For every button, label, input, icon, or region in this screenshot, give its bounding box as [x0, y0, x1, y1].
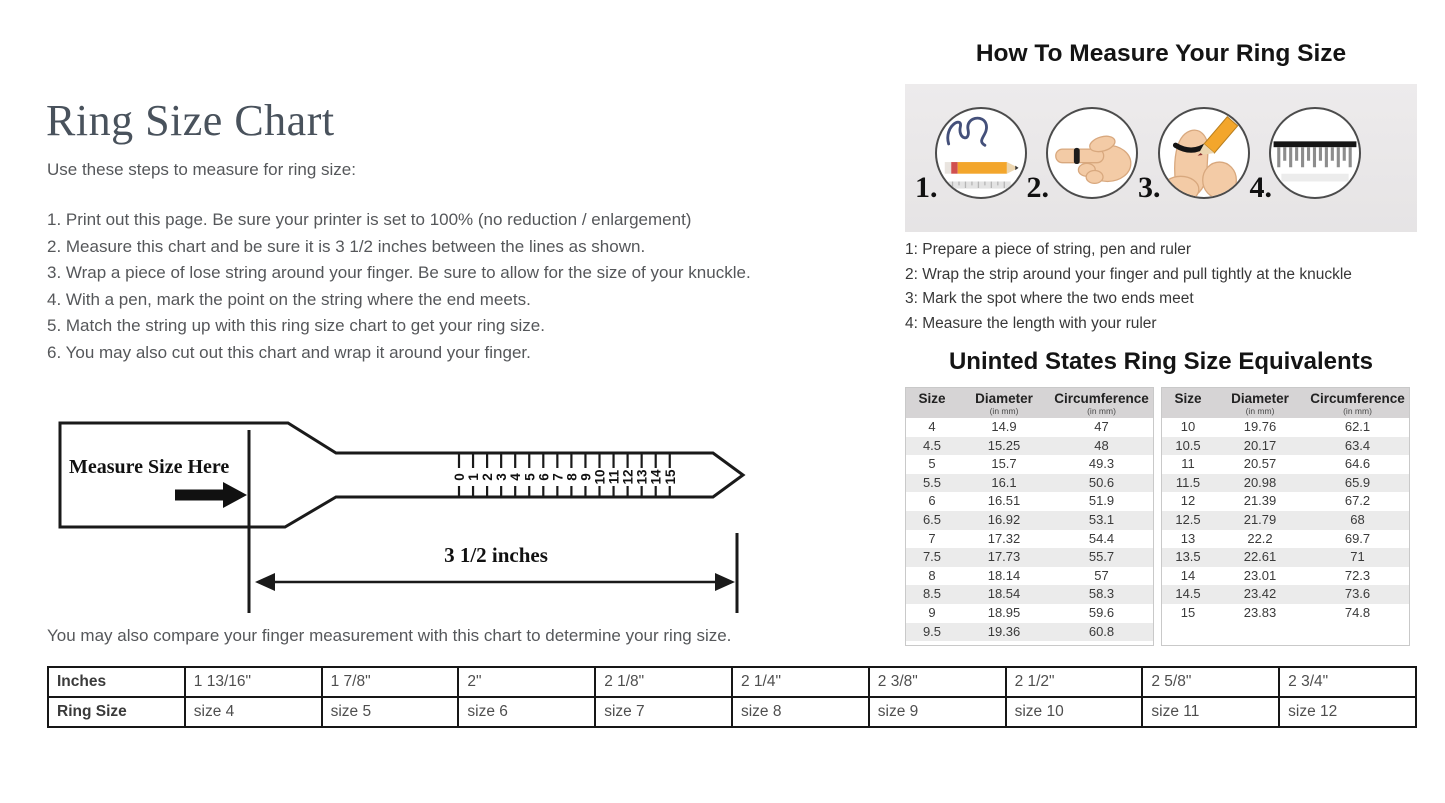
table-row: 14.5 23.42 73.6: [1162, 585, 1409, 604]
how-to-steps-list: [905, 242, 1352, 340]
ring-size-value: size 9: [869, 697, 1006, 727]
svg-text:0: 0: [452, 473, 467, 481]
col-header-size: Size: [1162, 388, 1214, 418]
intro-text: Use these steps to measure for ring size:: [47, 160, 356, 179]
ring-sizer-graphic: [55, 415, 755, 620]
measure-ruler-icon: [1271, 109, 1359, 197]
measuring-steps-list: [47, 211, 751, 370]
table-row: 6.5 16.92 53.1: [906, 511, 1153, 530]
ring-size-value: size 7: [595, 697, 732, 727]
how-to-step-2: [1027, 107, 1139, 209]
step-item: 4. With a pen, mark the point on the string where the end meets.: [47, 289, 531, 309]
equivalents-table-right: [1161, 387, 1410, 646]
step-number: 3.: [1138, 171, 1161, 204]
step-number: 4.: [1249, 171, 1272, 204]
table-row: 12.5 21.79 68: [1162, 511, 1409, 530]
step-number: 1.: [915, 171, 938, 204]
step-item: 2. Measure this chart and be sure it is 3 1/2 inches between the lines as shown.: [47, 236, 646, 256]
table-row: 12 21.39 67.2: [1180, 493, 1371, 509]
ring-size-value: size 5: [322, 697, 459, 727]
step-item: 1. Print out this page. Be sure your printer is set to 100% (no reduction / enlargement): [47, 210, 692, 229]
ring-size-value: size 11: [1142, 697, 1279, 727]
svg-text:15: 15: [662, 469, 678, 485]
how-to-step-item: 3: Mark the spot where the two ends meet: [905, 290, 1194, 307]
table-row: 10 19.76 62.1: [1180, 419, 1371, 434]
table-row: 13.5 22.61 71: [1162, 548, 1409, 567]
inches-value: 2 3/8": [869, 667, 1006, 697]
table-row: 11 20.57 64.6: [1181, 456, 1371, 472]
table-row: 14 23.01 72.3: [1180, 567, 1371, 583]
page-title: Ring Size Chart: [46, 96, 335, 145]
equivalents-table-left: [905, 387, 1154, 646]
inches-to-ring-size-table: [47, 666, 1417, 728]
col-header-circumference: Circumference (in mm): [1050, 388, 1153, 418]
mark-string-pencil-icon: [1160, 109, 1248, 197]
string-pen-ruler-icon: [937, 109, 1025, 197]
step-item: 3. Wrap a piece of lose string around your finger. Be sure to allow for the size of your knuckle.: [47, 263, 751, 282]
table-row: 9.5 19.36 60.8: [906, 623, 1153, 642]
ring-size-value: size 6: [458, 697, 595, 727]
how-to-icons-panel: [905, 84, 1417, 232]
svg-text:8: 8: [564, 473, 580, 481]
svg-text:5: 5: [522, 473, 538, 481]
row-label-ring-size: Ring Size: [48, 697, 185, 727]
table-row: 5 15.7 49.3: [928, 456, 1115, 472]
inches-value: 2 1/4": [732, 667, 869, 697]
svg-text:13: 13: [634, 469, 650, 485]
table-row: 6 16.51 51.9: [928, 493, 1115, 509]
inches-value: 1 13/16": [185, 667, 322, 697]
how-to-step-4: [1250, 107, 1362, 209]
step-number: 2.: [1026, 171, 1049, 204]
table-row: 13 22.2 69.7: [1180, 530, 1371, 546]
svg-text:9: 9: [578, 473, 594, 481]
table-row: 4.5 15.25 48: [906, 437, 1153, 456]
table-row: 4 14.9 47: [928, 419, 1109, 434]
col-header-diameter: Diameter (in mm): [958, 388, 1050, 418]
svg-text:3: 3: [494, 473, 510, 481]
table-row: 8 18.14 57: [928, 567, 1109, 583]
svg-text:4: 4: [508, 473, 524, 481]
svg-text:1: 1: [466, 473, 482, 481]
dimension-arrow: [255, 573, 735, 591]
inches-value: 2 1/2": [1006, 667, 1143, 697]
svg-text:10: 10: [592, 469, 608, 485]
inches-row: [48, 667, 1416, 697]
table-row: 8.5 18.54 58.3: [906, 585, 1153, 604]
table-row: 10.5 20.17 63.4: [1162, 437, 1409, 456]
svg-text:2: 2: [480, 473, 496, 481]
svg-text:6: 6: [536, 473, 552, 481]
table-row: 5.5 16.1 50.6: [906, 474, 1153, 493]
table-row: 7.5 17.73 55.7: [906, 548, 1153, 567]
col-header-size: Size: [906, 388, 958, 418]
table-row: 11.5 20.98 65.9: [1162, 474, 1409, 493]
wrap-string-finger-icon: [1048, 109, 1136, 197]
how-to-title: How To Measure Your Ring Size: [975, 40, 1347, 67]
ring-size-value: size 10: [1006, 697, 1143, 727]
svg-text:14: 14: [648, 469, 664, 485]
compare-note: You may also compare your finger measurement with this chart to determine your ring size.: [47, 626, 732, 645]
svg-text:11: 11: [606, 469, 622, 485]
table-row: 7 17.32 54.4: [928, 530, 1115, 546]
inches-value: 2": [458, 667, 595, 697]
table-header-row: [906, 388, 1153, 418]
ring-size-value: size 4: [185, 697, 322, 727]
svg-text:12: 12: [620, 469, 636, 485]
step-item: 6. You may also cut out this chart and wrap it around your finger.: [47, 342, 531, 362]
col-header-diameter: Diameter (in mm): [1214, 388, 1306, 418]
step-item: 5. Match the string up with this ring size chart to get your ring size.: [47, 316, 545, 335]
table-header-row: [1162, 388, 1409, 418]
col-header-circumference: Circumference (in mm): [1306, 388, 1409, 418]
inches-value: 2 1/8": [595, 667, 732, 697]
how-to-step-item: 1: Prepare a piece of string, pen and ruler: [905, 241, 1192, 258]
width-dimension-label: 3 1/2 inches: [444, 543, 548, 567]
inches-value: 2 5/8": [1142, 667, 1279, 697]
ring-size-value: size 8: [732, 697, 869, 727]
how-to-step-item: 2: Wrap the strip around your finger and pull tightly at the knuckle: [905, 265, 1352, 283]
inches-value: 1 7/8": [322, 667, 459, 697]
ring-size-row: [48, 697, 1416, 727]
inches-value: 2 3/4": [1279, 667, 1416, 697]
ring-size-value: size 12: [1279, 697, 1416, 727]
svg-text:7: 7: [550, 473, 566, 481]
how-to-step-item: 4: Measure the length with your ruler: [905, 314, 1157, 332]
how-to-step-1: [915, 107, 1027, 209]
table-row: 9 18.95 59.6: [928, 604, 1115, 620]
how-to-step-3: [1138, 107, 1250, 209]
equivalents-title: Uninted States Ring Size Equivalents: [948, 348, 1374, 375]
measure-size-here-label: Measure Size Here: [69, 456, 230, 478]
table-row: 15 23.83 74.8: [1180, 604, 1371, 620]
row-label-inches: Inches: [48, 667, 185, 697]
